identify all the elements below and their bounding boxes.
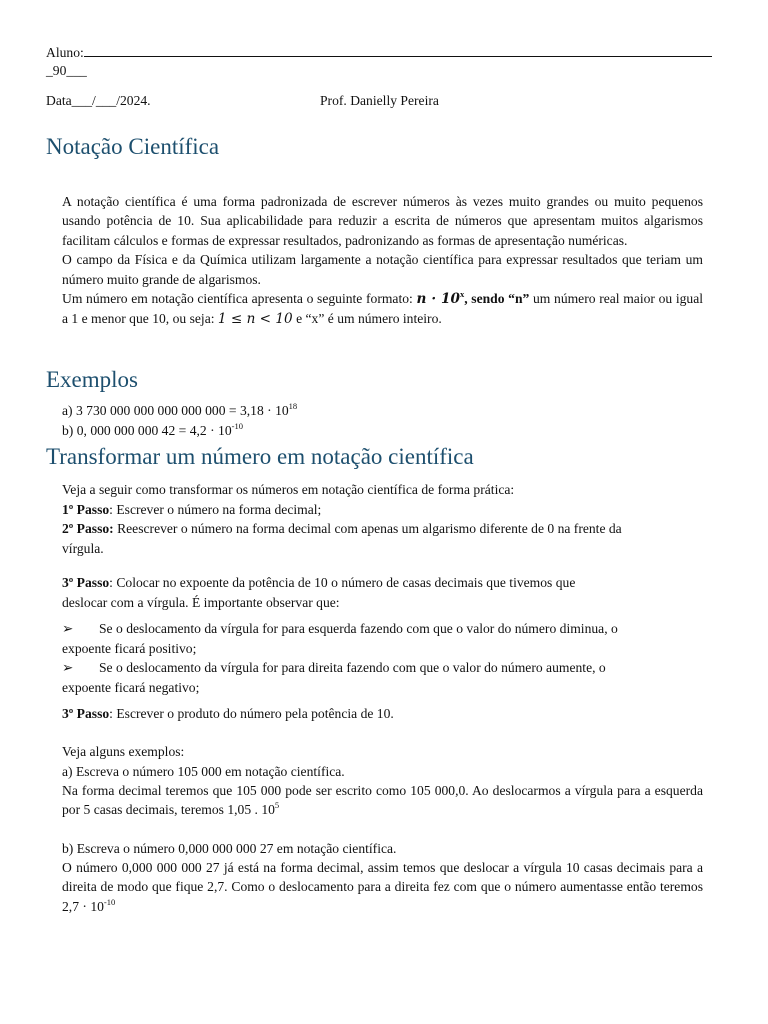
student-label: Aluno:	[46, 45, 84, 60]
worked-b-text: O número 0,000 000 000 27 já está na forma decimal, assim temos que deslocar a vírgula 10 casas decimais para a direita de modo que fique 2,7. Como o deslocamento para a direita fez com que o número aumentasse então teremos $2,7 \cdot 10^{-10}$	[62, 860, 703, 914]
worked-a-title: a) Escreva o número 105 000 em notação científica.	[62, 763, 345, 779]
class-number: _90___	[46, 63, 87, 78]
step-3-block	[62, 573, 703, 612]
intro-text	[62, 192, 703, 330]
step-3-cont: deslocar com a vírgula. É importante observar que:	[62, 594, 340, 610]
worked-intro: Veja alguns exemplos:	[62, 744, 185, 759]
worked-a-text: Na forma decimal teremos que 105 000 pode ser escrito como 105 000,0. Ao deslocarmos a vírgula para a esquerda por 5 casas decimais, teremos 1,05 . $10^5$	[62, 783, 703, 818]
step-1: 1º Passo: Escrever o número na forma decimal;	[62, 501, 322, 517]
step-4-block	[62, 704, 703, 724]
example-a: a) 3 730 000 000 000 000 $000 = 3,18 \cdot 10^{18}$	[62, 401, 298, 418]
examples-heading: Exemplos	[46, 367, 138, 392]
teacher-name: Prof. Danielly Pereira	[320, 93, 439, 108]
page-title: Notação Científica	[46, 134, 220, 159]
worked-a-result: 1,05 . 10	[227, 802, 275, 818]
worked-b-result: 2,7 · 10	[62, 898, 104, 914]
intro-paragraph-3: Um número em notação científica apresenta o seguinte formato: $n \cdot 10^x$, sendo “n” um número real maior ou igual a 1 e menor que 10, ou seja: 1 ≤ n < 10 e “x” é um número inteiro.	[62, 289, 704, 328]
bullet-2: ➢ Se o deslocamento da vírgula for para direita fazendo com que o valor do número aumente, o expoente ficará negativo;	[62, 660, 606, 695]
intro-paragraph-2: O campo da Física e da Química utilizam largamente a notação científica para expressar resultados que teriam um número muito grande de algarismos.	[62, 252, 703, 287]
example-b: b) 0, 000 000 000 $42 = 4,2 \cdot 10^{-10}$	[62, 420, 243, 438]
worked-b-title: b) Escreva o número 0,000 000 000 27 em notação científica.	[62, 841, 397, 856]
arrow-bullet-icon: ➢	[62, 660, 74, 675]
step-3: 3º Passo: Colocar no expoente da potência de 10 o número de casas decimais que tivemos que	[62, 575, 576, 590]
worked-intro-block	[62, 742, 703, 781]
bullet-1: ➢ Se o deslocamento da vírgula for para esquerda fazendo com que o valor do número diminua, o expoente ficará positivo;	[62, 621, 618, 656]
arrow-bullet-icon: ➢	[62, 621, 74, 636]
student-name-line	[46, 44, 718, 61]
intro-paragraph-1: A notação científica é uma forma padronizada de escrever números às vezes muito grandes ou muito pequenos usando potência de 10. Sua aplicabilidade para reduzir a escrita de números que apresentam muitos algarismos facilitam cálculos e formas de expressar resultados, padronizando as formas de apresentação numéricas.	[62, 194, 703, 248]
examples-list	[62, 401, 703, 440]
date-line: Data___/___/2024.	[46, 93, 151, 108]
step-4: 3º Passo: Escrever o produto do número pela potência de 10.	[62, 706, 394, 721]
worked-b-title-block	[62, 839, 703, 859]
step-2-cont: vírgula.	[62, 540, 104, 556]
student-name-blank[interactable]	[84, 44, 712, 57]
steps-intro: Veja a seguir como transformar os números em notação científica de forma prática:	[62, 482, 515, 497]
transform-heading: Transformar um número em notação científica	[46, 444, 474, 469]
steps-block	[62, 480, 703, 558]
step-2: 2º Passo: Reescrever o número na forma decimal com apenas um algarismo diferente de 0 na frente da	[62, 521, 622, 537]
